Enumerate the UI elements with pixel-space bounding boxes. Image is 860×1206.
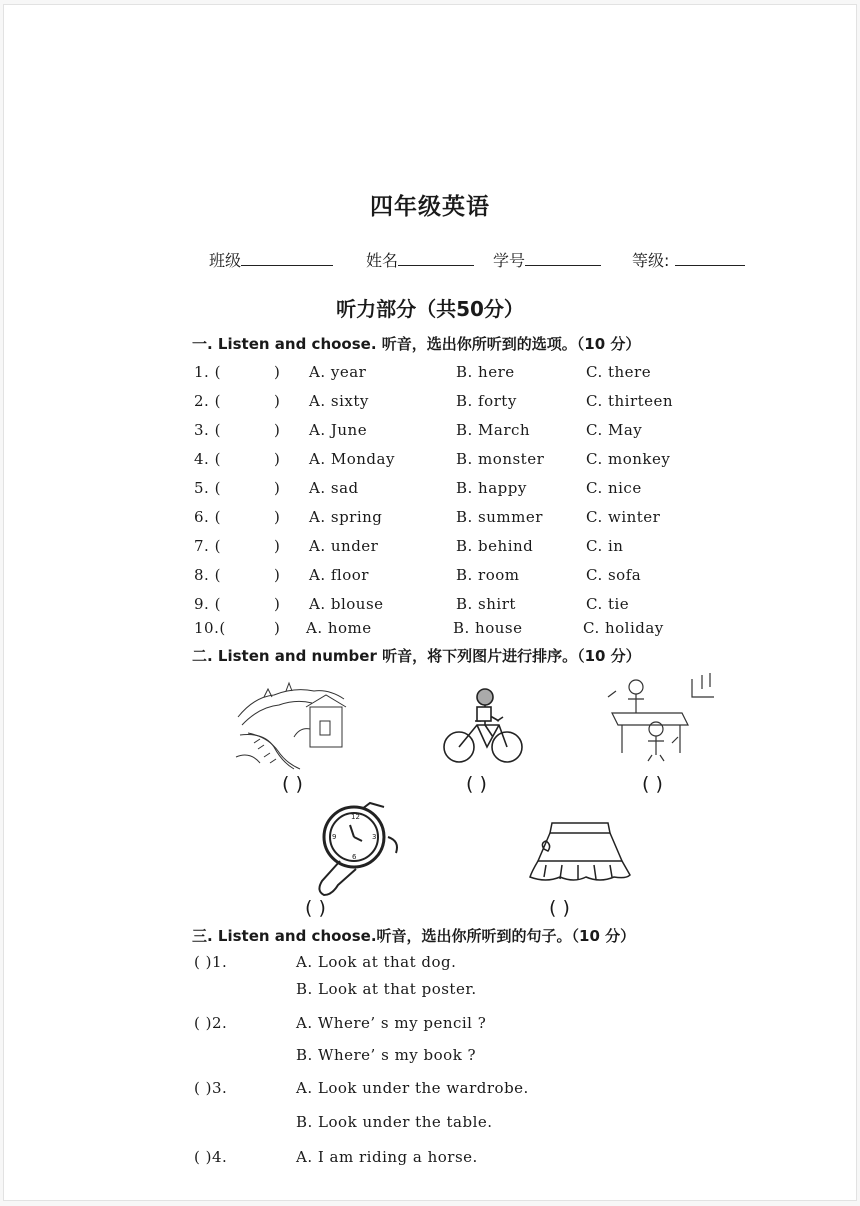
great-wall-picture [234, 677, 352, 772]
section1-option-c: C. winter [586, 508, 661, 526]
section1-answer-paren-close: ) [274, 566, 281, 584]
number-label: 学号 [493, 251, 526, 270]
section1-question-number: 10.( [194, 619, 226, 637]
section3-option-b: B. Look under the table. [296, 1113, 493, 1131]
section1-option-b: B. happy [456, 479, 527, 497]
section1-option-a: A. Monday [309, 450, 395, 468]
section1-option-b: B. monster [456, 450, 545, 468]
section1-option-a: A. sixty [309, 392, 369, 410]
skirt-answer-paren: ( ) [549, 897, 570, 919]
section3-option-a: A. Look at that dog. [296, 953, 457, 971]
name-blank [398, 249, 474, 266]
section3-question-number: ( )4. [194, 1148, 228, 1166]
section3-option-b: B. Where’ s my book ? [296, 1046, 477, 1064]
section1-answer-paren-close: ) [274, 619, 281, 637]
section1-question-number: 3. ( [194, 421, 221, 439]
section1-option-a: A. sad [309, 479, 359, 497]
section3-option-a: A. Look under the wardrobe. [296, 1079, 529, 1097]
section1-option-a: A. floor [309, 566, 369, 584]
grade-blank [675, 249, 745, 266]
class-field [209, 248, 333, 271]
section1-answer-paren-close: ) [274, 479, 281, 497]
class-blank [241, 249, 333, 266]
section1-answer-paren-close: ) [274, 363, 281, 381]
grade-field [632, 248, 745, 271]
section1-option-c: C. holiday [583, 619, 664, 637]
section1-option-b: B. house [453, 619, 523, 637]
section3-question-number: ( )1. [194, 953, 228, 971]
bike-answer-paren: ( ) [466, 773, 487, 795]
table-tennis-picture [602, 673, 717, 763]
wrist-watch-picture [310, 801, 404, 897]
section1-option-c: C. sofa [586, 566, 642, 584]
section1-option-a: A. blouse [309, 595, 384, 613]
section1-question-number: 6. ( [194, 508, 221, 526]
boy-riding-bike-picture [441, 685, 527, 767]
svg-text:3: 3 [372, 833, 377, 841]
section3-option-b: B. Look at that poster. [296, 980, 477, 998]
section3-option-a: A. Where’ s my pencil ? [296, 1014, 487, 1032]
name-label: 姓名 [366, 251, 399, 270]
section1-option-c: C. May [586, 421, 643, 439]
section3-option-a: A. I am riding a horse. [296, 1148, 478, 1166]
section1-option-b: B. March [456, 421, 531, 439]
grade-label: 等级: [632, 251, 670, 270]
worksheet-page [3, 4, 857, 1201]
section1-option-c: C. in [586, 537, 624, 555]
section1-answer-paren-close: ) [274, 595, 281, 613]
section1-option-b: B. summer [456, 508, 543, 526]
section1-option-a: A. spring [309, 508, 383, 526]
section1-question-number: 4. ( [194, 450, 221, 468]
section3-question-number: ( )3. [194, 1079, 228, 1097]
section1-option-b: B. here [456, 363, 515, 381]
section1-answer-paren-close: ) [274, 421, 281, 439]
svg-text:12: 12 [351, 813, 360, 821]
svg-text:6: 6 [352, 853, 357, 861]
section3-heading: 三. Listen and choose.听音，选出你所听到的句子。（10 分） [192, 927, 636, 945]
page-title: 四年级英语 [370, 194, 490, 220]
number-field [493, 248, 601, 271]
section1-option-a: A. June [309, 421, 368, 439]
section1-answer-paren-close: ) [274, 450, 281, 468]
section1-answer-paren-close: ) [274, 508, 281, 526]
section1-option-c: C. tie [586, 595, 630, 613]
section1-question-number: 8. ( [194, 566, 221, 584]
class-label: 班级 [209, 251, 242, 270]
section1-option-a: A. home [306, 619, 372, 637]
section3-question-number: ( )2. [194, 1014, 228, 1032]
section1-answer-paren-close: ) [274, 537, 281, 555]
section1-question-number: 7. ( [194, 537, 221, 555]
skirt-picture [526, 817, 634, 887]
section1-option-a: A. year [309, 363, 367, 381]
section1-option-c: C. there [586, 363, 652, 381]
table-tennis-answer-paren: ( ) [642, 773, 663, 795]
section1-question-number: 1. ( [194, 363, 221, 381]
svg-text:9: 9 [332, 833, 337, 841]
listening-subtitle: 听力部分（共50分） [336, 297, 524, 321]
number-blank [525, 249, 601, 266]
section1-option-b: B. shirt [456, 595, 516, 613]
section1-option-c: C. monkey [586, 450, 671, 468]
section1-question-number: 2. ( [194, 392, 221, 410]
section1-option-b: B. forty [456, 392, 517, 410]
section1-option-b: B. behind [456, 537, 534, 555]
section1-option-c: C. nice [586, 479, 642, 497]
watch-answer-paren: ( ) [305, 897, 326, 919]
section1-option-b: B. room [456, 566, 520, 584]
section1-heading: 一. Listen and choose. 听音，选出你所听到的选项。（10 分） [192, 335, 641, 353]
section1-question-number: 5. ( [194, 479, 221, 497]
section1-answer-paren-close: ) [274, 392, 281, 410]
great-wall-answer-paren: ( ) [282, 773, 303, 795]
name-field [366, 248, 474, 271]
section1-option-c: C. thirteen [586, 392, 674, 410]
section2-heading: 二. Listen and number 听音，将下列图片进行排序。（10 分） [192, 647, 641, 665]
section1-option-a: A. under [309, 537, 379, 555]
section1-question-number: 9. ( [194, 595, 221, 613]
